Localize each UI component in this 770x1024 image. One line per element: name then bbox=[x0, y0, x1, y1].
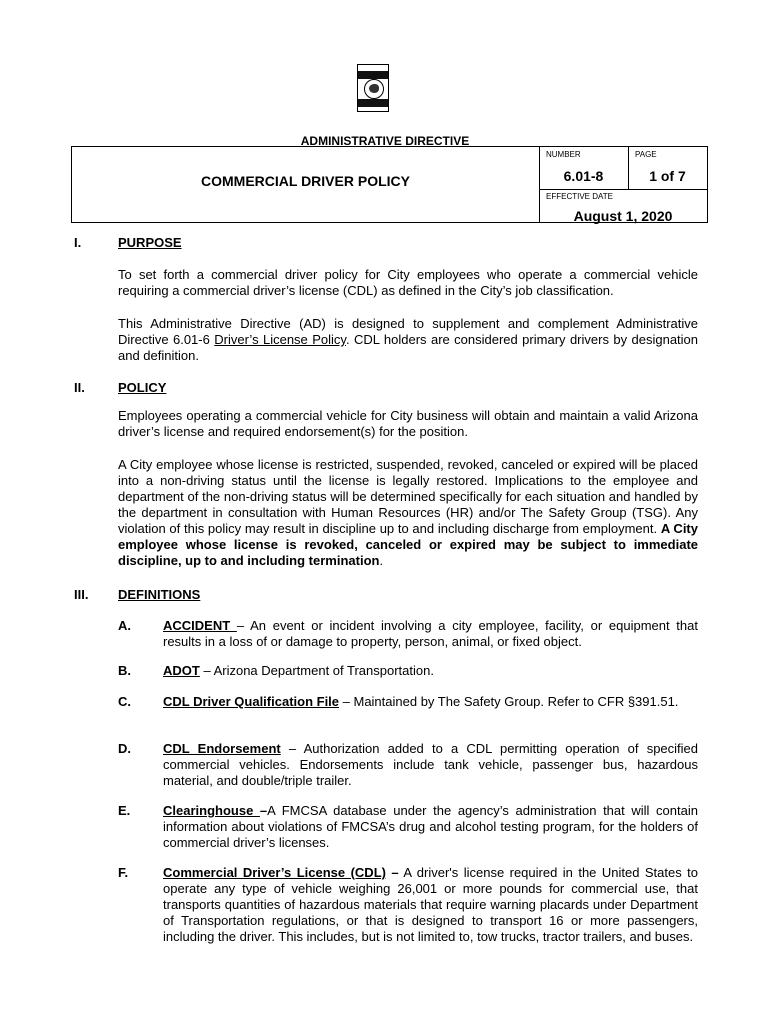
definition-cdl-endorsement: CDL Endorsement – Authorization added to a CDL permitting operation of specified commercial vehicles. Endorsements include tank vehicle, passenger bus, hazardous material, and double/triple trailer. bbox=[163, 741, 698, 788]
definition-adot: ADOT – Arizona Department of Transportation. bbox=[163, 663, 434, 678]
section-numeral-policy: II. bbox=[74, 380, 85, 395]
city-seal-logo bbox=[357, 64, 389, 112]
section-numeral-definitions: III. bbox=[74, 587, 89, 602]
page-label: PAGE bbox=[635, 150, 657, 159]
definition-letter: A. bbox=[118, 618, 131, 633]
definition-accident: ACCIDENT – An event or incident involving a city employee, facility, or equipment that results in a loss of or damage to property, person, animal, or fixed object. bbox=[163, 618, 698, 649]
section-numeral-purpose: I. bbox=[74, 235, 82, 250]
definition-clearinghouse: Clearinghouse –A FMCSA database under the agency’s administration that will contain information about violations of FMCSA’s drug and alcohol testing program, for the holders of commercial driver’s licenses. bbox=[163, 803, 698, 850]
policy-paragraph-2: A City employee whose license is restricted, suspended, revoked, canceled or expired will be placed into a non-driving status until the license is legally restored. Implications to the employee and department of the non-driving status will be determined specifically for each situation and handled by the department in consultation with Human Resources (HR) and/or The Safety Group (TSG). Any violation of this policy may result in discipline up to and including discharge from employment. A City employee whose license is revoked, canceled or expired may be subject to immediate discipline, up to and including termination. bbox=[118, 457, 698, 568]
definition-letter: B. bbox=[118, 663, 131, 678]
drivers-license-policy-link[interactable]: Driver’s License Policy bbox=[214, 332, 346, 347]
page-value: 1 of 7 bbox=[649, 168, 686, 184]
definition-cdl-driver-qualification-file: CDL Driver Qualification File – Maintained by The Safety Group. Refer to CFR §391.51. bbox=[163, 694, 679, 709]
purpose-paragraph-2: This Administrative Directive (AD) is designed to supplement and complement Administrative Directive 6.01-6 Driver’s License Policy. CDL holders are considered primary drivers by designation and definition. bbox=[118, 316, 699, 363]
effective-date-label: EFFECTIVE DATE bbox=[546, 192, 613, 201]
definition-letter: C. bbox=[118, 694, 131, 709]
section-heading-purpose: PURPOSE bbox=[118, 235, 182, 250]
definition-letter: E. bbox=[118, 803, 131, 818]
section-heading-definitions: DEFINITIONS bbox=[118, 587, 201, 602]
number-value: 6.01-8 bbox=[563, 168, 604, 184]
policy-name: COMMERCIAL DRIVER POLICY bbox=[201, 173, 410, 189]
number-label: NUMBER bbox=[546, 150, 581, 159]
definition-letter: D. bbox=[118, 741, 131, 756]
purpose-paragraph-1: To set forth a commercial driver policy for City employees who operate a commercial vehicle requiring a commercial driver’s license (CDL) as defined in the City’s job classification. bbox=[118, 267, 698, 298]
definition-letter: F. bbox=[118, 865, 129, 880]
definition-cdl: Commercial Driver’s License (CDL) – A driver's license required in the United States to operate any type of vehicle weighing 26,001 or more pounds for commercial use, that transports quantities of hazardous materials that require warning placards under Department of Transportation regulations, or that is designed to transport 16 or more passengers, including the driver. This includes, but is not limited to, tow trucks, tractor trailers, and buses. bbox=[163, 865, 699, 944]
effective-date-value: August 1, 2020 bbox=[573, 208, 673, 224]
header-table bbox=[71, 146, 708, 223]
section-heading-policy: POLICY bbox=[118, 380, 167, 395]
directive-title: ADMINISTRATIVE DIRECTIVE bbox=[300, 134, 470, 148]
policy-paragraph-1: Employees operating a commercial vehicle for City business will obtain and maintain a valid Arizona driver’s license and required endorsement(s) for the position. bbox=[118, 408, 698, 439]
